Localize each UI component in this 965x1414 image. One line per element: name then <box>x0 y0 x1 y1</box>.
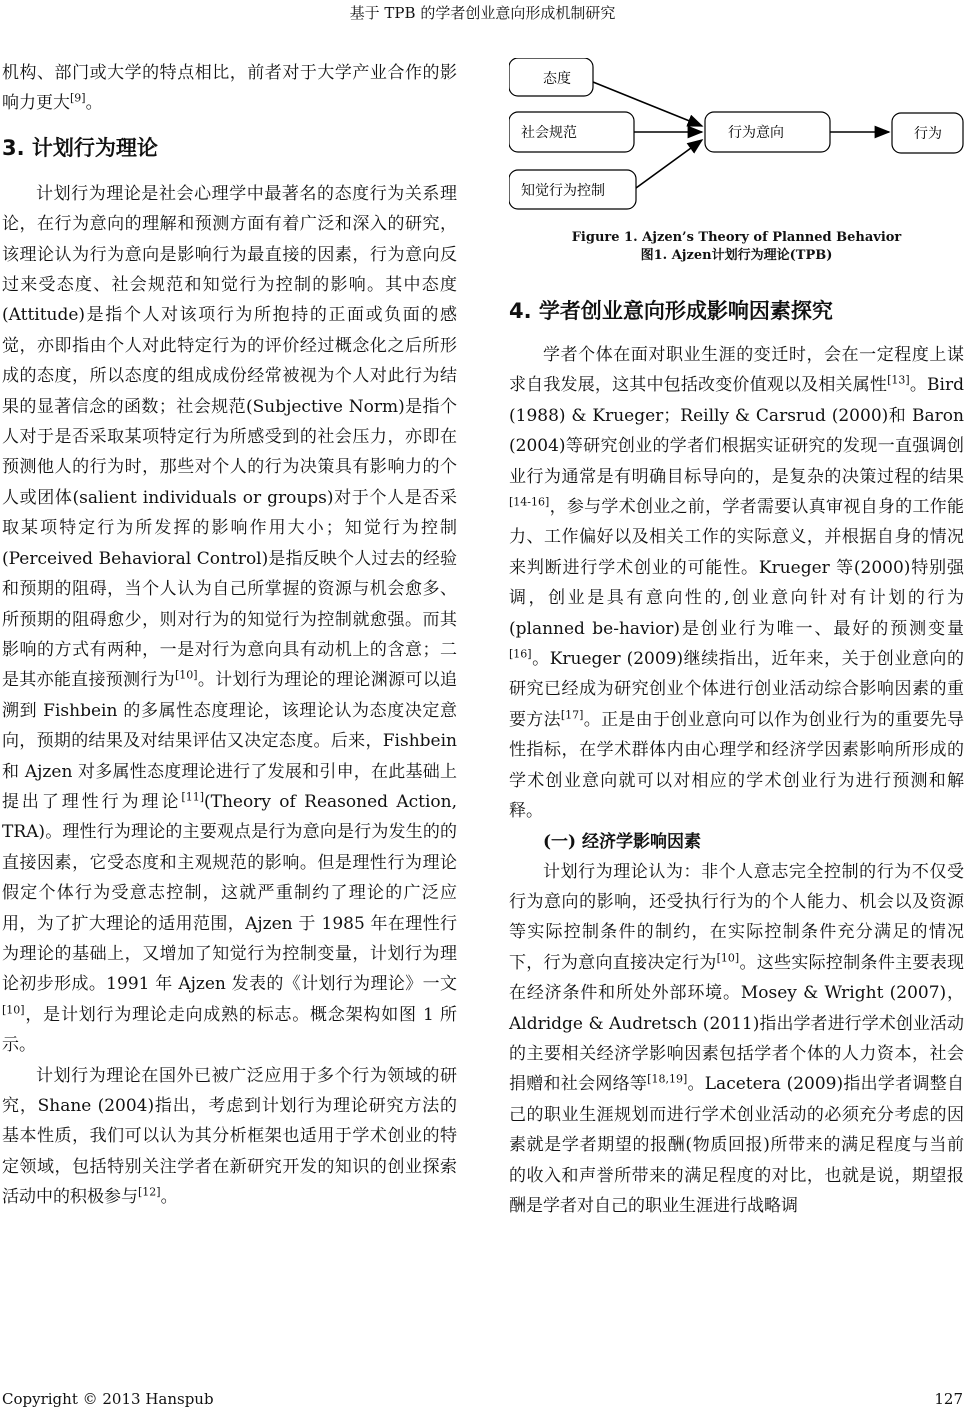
text-run: 。Krueger (2009)继续指出，近年来，关于创业意向的研究已经成为研究创业个体进行创业活动综合影响因素的重要方法 <box>509 649 964 730</box>
node-attitude-label: 态度 <box>543 71 571 87</box>
right-column <box>509 58 964 1221</box>
citation: [13] <box>887 373 910 387</box>
text-run: 。 <box>160 1187 178 1208</box>
subsection-heading-economic: (一) 经济学影响因素 <box>543 831 702 852</box>
paragraph-intention <box>509 340 964 827</box>
citation: [10] <box>2 1003 25 1017</box>
text-run: 机构、部门或大学的特点相比，前者对于大学产业合作的影响力更大 <box>2 63 457 114</box>
section-heading-3: 3. 计划行为理论 <box>2 135 158 160</box>
text-run: 。Lacetera (2009)指出学者调整自己的职业生涯规划而进行学术创业活动的必须充分考虑的因素就是学者期望的报酬(物质回报)所带来的满足程度与当前的收入和声誉所带来的满足程度的对比，也就是说，期望报酬是学者对自己的职业生涯进行战略调 <box>509 1074 965 1216</box>
paragraph-tpb <box>2 179 457 1061</box>
text-run: ，是计划行为理论走向成熟的标志。概念架构如图 1 所示。 <box>2 1004 457 1056</box>
figure-caption-cn: 图1. Ajzen计划行为理论(TPB) <box>640 248 833 263</box>
arrow-pbc-intention <box>636 140 702 188</box>
text-run: (Theory of Reasoned Action, TRA)。理性行为理论的主要观点是行为意向是行为发生的的直接因素，它受态度和主观规范的影响。但是理性行为理论假定个体行为受意志控制，这就严重制约了理论的广泛应用，为了扩大理论的适用范围，Ajzen 于 1985 年在理性行为理论的基础上，又增加了知觉行为控制变量，计划行为理论初步形成。1991 年 Ajzen 发表的《计划行为理论》一文 <box>2 791 458 995</box>
tpb-diagram <box>509 58 964 223</box>
running-head: 基于 TPB 的学者创业意向形成机制研究 <box>349 4 616 22</box>
node-intention-label: 行为意向 <box>728 125 784 141</box>
figure-1 <box>509 58 964 268</box>
footer-page-number: 127 <box>934 1390 963 1408</box>
citation: [10] <box>716 951 740 965</box>
paragraph-continuation <box>2 58 457 119</box>
text-run: ，参与学术创业之前，学者需要认真审视自身的工作能力、工作偏好以及相关工作的实际意义，并根据自身的情况来判断进行学术创业的可能性。Krueger 等(2000)特别强调，创业是具有意向性的,创业意向针对有计划的行为(planned be-havior)是创业行为唯一、最好的预测变量 <box>509 497 964 639</box>
figure-caption-en: Figure 1. Ajzen’s Theory of Planned Behavior <box>571 230 902 245</box>
text-run: 学者个体在面对职业生涯的变迁时，会在一定程度上谋求自我发展，这其中包括改变价值观以及相关属性 <box>509 345 964 396</box>
paragraph-shane <box>2 1061 457 1213</box>
text-run: 。计划行为理论的理论渊源可以追溯到 Fishbein 的多属性态度理论，该理论认为态度决定意向，预期的结果及对结果评估又决定态度。后来，Fishbein 和 Ajzen 对多属性态度理论进行了发展和引申，在此基础上提出了理性行为理论 <box>2 670 458 812</box>
citation: [16] <box>509 647 532 661</box>
citation: [12] <box>138 1185 161 1199</box>
citation: [10] <box>174 668 198 682</box>
text-run: 。Bird (1988) & Krueger；Reilly & Carsrud (2000)和 Baron (2004)等研究创业的学者们根据实证研究的发现一直强调创业行为通常是有明确目标导向的，是复杂的决策过程的结果 <box>509 375 964 487</box>
section-heading-4: 4. 学者创业意向形成影响因素探究 <box>509 299 833 323</box>
text-run: 。这些实际控制条件主要表现在经济条件和所处外部环境。Mosey & Wright (2007)，Aldridge & Audretsch (2011)指出学者进行学术创业活动的主要相关经济学影响因素包括学者个体的人力资本，社会捐赠和社会网络等 <box>509 952 965 1095</box>
text-run: 。正是由于创业意向可以作为创业行为的重要先导性指标，在学术群体内由心理学和经济学因素影响所形成的学术创业意向就可以对相应的学术创业行为进行预测和解释。 <box>509 709 965 822</box>
text-run: 计划行为理论是社会心理学中最著名的态度行为关系理论，在行为意向的理解和预测方面有着广泛和深入的研究，该理论认为行为意向是影响行为最直接的因素，行为意向反过来受态度、社会规范和知觉行为控制的影响。其中态度(Attitude)是指个人对该项行为所抱持的正面或负面的感觉，亦即指由个人对此特定行为的评价经过概念化之后所形成的态度，所以态度的组成成份经常被视为个人对此行为结果的显著信念的函数；社会规范(Subjective Norm)是指个人对于是否采取某项特定行为所感受到的社会压力，亦即在预测他人的行为时，那些对个人的行为决策具有影响力的个人或团体(salient individuals or groups)对于个人是否采取某项特定行为所发挥的影响作用大小；知觉行为控制(Perceived Behavioral Control)是指反映个人过去的经验和预期的阻碍，当个人认为自己所掌握的资源与机会愈多、所预期的阻碍愈少，则对行为的知觉行为控制就愈强。而其影响的方式有两种，一是对行为意向具有动机上的含意；二是其亦能直接预测行为 <box>2 183 457 691</box>
left-column <box>2 58 457 1213</box>
paragraph-economic <box>509 857 964 1222</box>
citation: [11] <box>181 790 205 804</box>
node-pbc-label: 知觉行为控制 <box>521 183 605 199</box>
text-run: 。 <box>85 93 103 114</box>
node-behavior-label: 行为 <box>914 126 942 142</box>
footer-copyright: Copyright © 2013 Hanspub <box>2 1390 214 1408</box>
citation: [9] <box>70 91 86 105</box>
node-social-norm-label: 社会规范 <box>521 125 577 141</box>
text-run: 计划行为理论在国外已被广泛应用于多个行为领域的研究，Shane (2004)指出，考虑到计划行为理论研究方法的基本性质，我们可以认为其分析框架也适用于学术创业的特定领域，包括特别关注学者在新研究开发的知识的创业探索活动中的积极参与 <box>2 1065 457 1208</box>
citation: [18,19] <box>647 1072 688 1086</box>
text-run: 计划行为理论认为：非个人意志完全控制的行为不仅受行为意向的影响，还受执行行为的个人能力、机会以及资源等实际控制条件的制约，在实际控制条件充分满足的情况下，行为意向直接决定行为 <box>509 861 964 973</box>
citation: [14-16] <box>509 495 550 509</box>
citation: [17] <box>560 708 584 722</box>
